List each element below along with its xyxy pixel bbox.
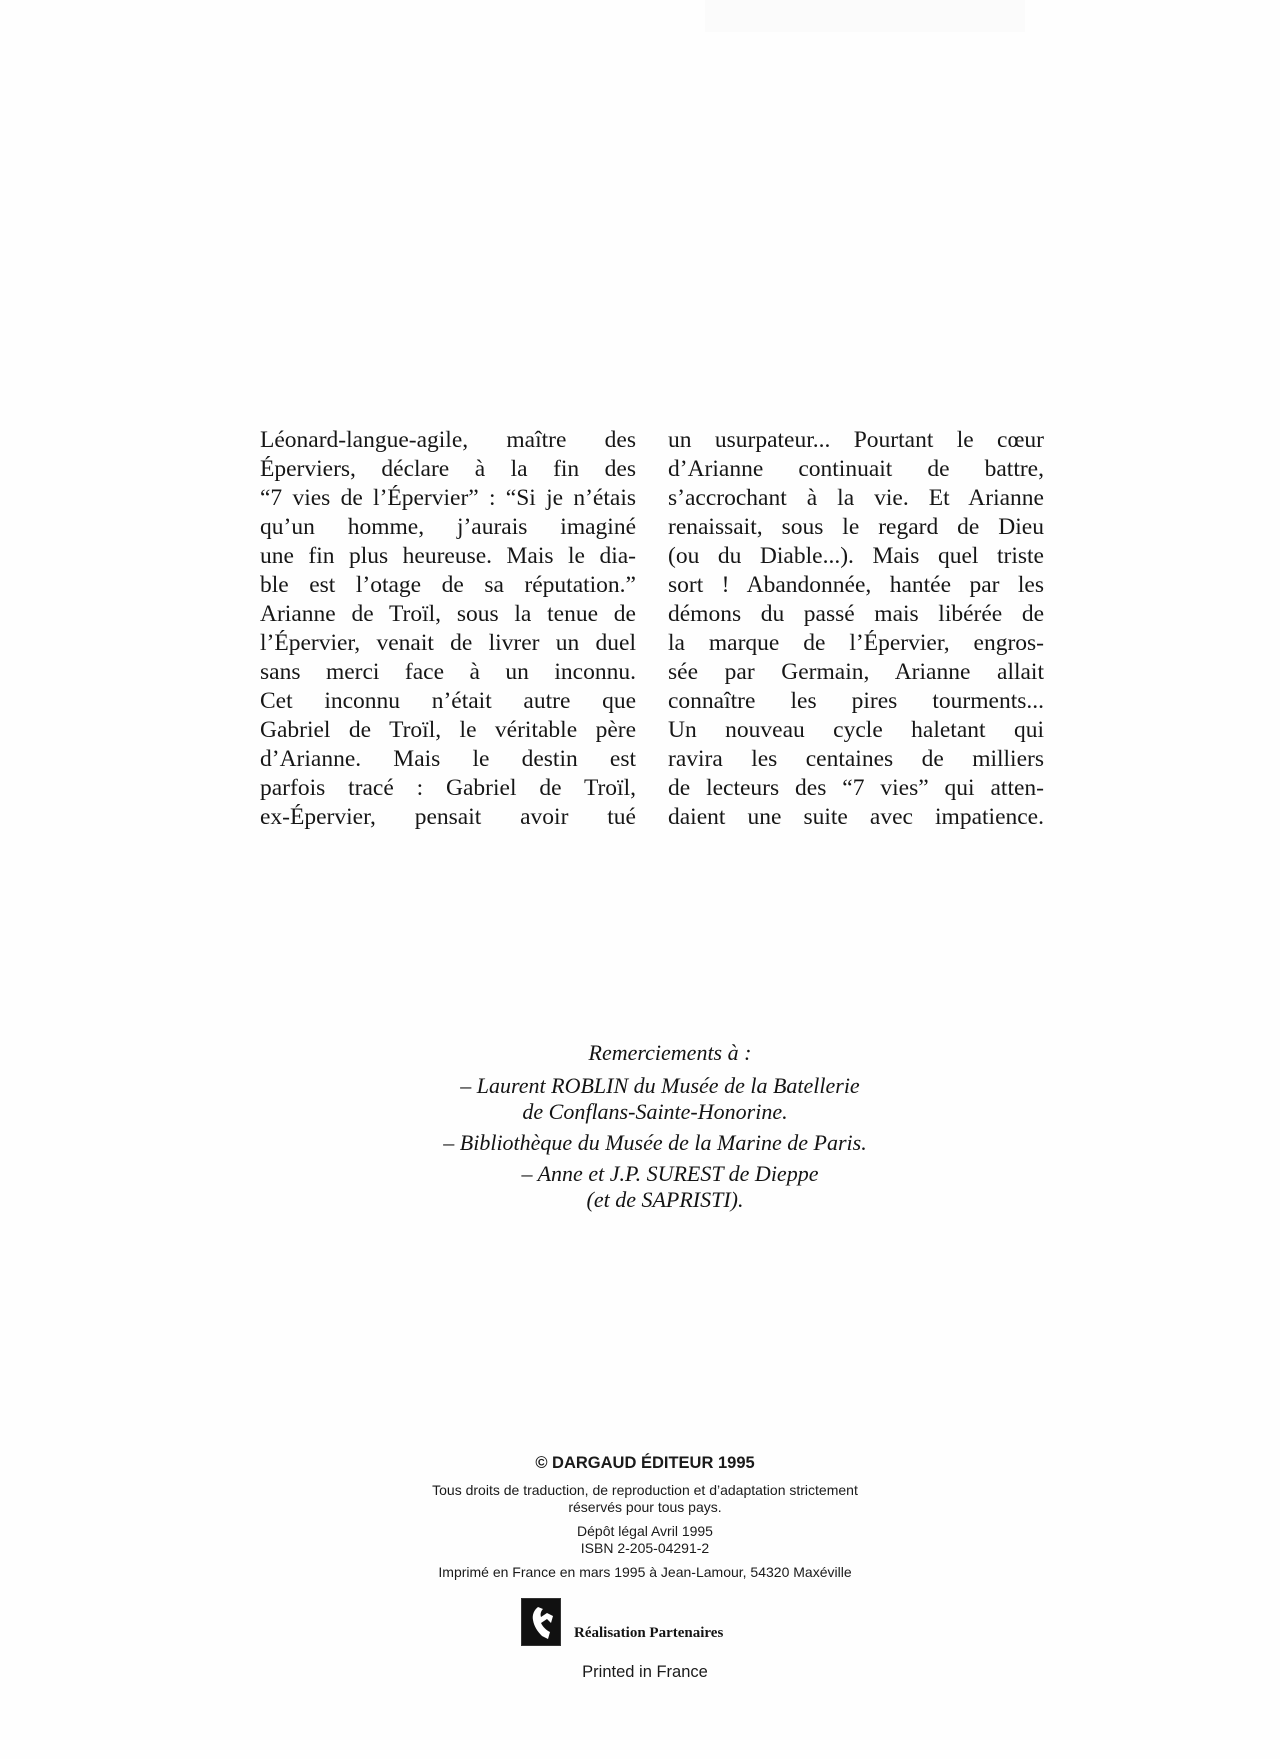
realisation-partenaires-logo-icon (521, 1598, 561, 1646)
rights-line: Tous droits de traduction, de reproduction et d’adaptation strictement (432, 1482, 858, 1498)
synopsis-line: Arianne de Troïl, sous la tenue de (260, 601, 636, 627)
synopsis-line: une fin plus heureuse. Mais le dia- (260, 543, 636, 569)
acknowledgements (0, 1038, 1280, 1213)
synopsis-line: (ou du Diable...). Mais quel triste (668, 543, 1044, 569)
synopsis-line: ravira les centaines de milliers (668, 746, 1044, 772)
synopsis-line: sée par Germain, Arianne allait (668, 659, 1044, 685)
synopsis-line: renaissait, sous le regard de Dieu (668, 514, 1044, 540)
synopsis (260, 426, 1044, 832)
isbn: ISBN 2-205-04291-2 (580, 1540, 710, 1556)
synopsis-line: qu’un homme, j’aurais imaginé (260, 514, 636, 540)
imprint (521, 1598, 761, 1648)
acknowledgement-line: – Bibliothèque du Musée de la Marine de Paris. (443, 1130, 867, 1155)
synopsis-line: d’Arianne. Mais le destin est (260, 746, 636, 772)
synopsis-line: ex-Épervier, pensait avoir tué (260, 804, 636, 830)
synopsis-line: Gabriel de Troïl, le véritable père (260, 717, 636, 743)
synopsis-right-column (668, 426, 1044, 832)
acknowledgement-line: – Anne et J.P. SUREST de Dieppe (521, 1161, 819, 1186)
synopsis-line: Léonard-langue-agile, maître des (260, 427, 636, 453)
acknowledgement-line: de Conflans-Sainte-Honorine. (522, 1099, 788, 1124)
synopsis-line: “7 vies de l’Épervier” : “Si je n’étais (260, 485, 636, 511)
synopsis-line: connaître les pires tourments... (668, 688, 1044, 714)
acknowledgement-entry (0, 1073, 1280, 1125)
synopsis-left-column (260, 426, 636, 832)
synopsis-line: d’Arianne continuait de battre, (668, 456, 1044, 482)
synopsis-line: daient une suite avec impatience. (668, 804, 1044, 830)
acknowledgement-line: (et de SAPRISTI). (586, 1187, 744, 1212)
synopsis-line: l’Épervier, venait de livrer un duel (260, 630, 636, 656)
synopsis-line: ble est l’otage de sa réputation.” (260, 572, 636, 598)
legal-notice (0, 1452, 1280, 1581)
synopsis-line: sort ! Abandonnée, hantée par les (668, 572, 1044, 598)
synopsis-line: la marque de l’Épervier, engros- (668, 630, 1044, 656)
synopsis-line: sans merci face à un inconnu. (260, 659, 636, 685)
imprint-label: Réalisation Partenaires (574, 1625, 724, 1641)
depot-legal: Dépôt légal Avril 1995 (577, 1523, 713, 1539)
acknowledgements-heading: Remerciements à : (588, 1040, 752, 1065)
synopsis-line: de lecteurs des “7 vies” qui atten- (668, 775, 1044, 801)
acknowledgement-line: – Laurent ROBLIN du Musée de la Batellerie (460, 1073, 860, 1098)
synopsis-line: un usurpateur... Pourtant le cœur (668, 427, 1044, 453)
rights-line: réservés pour tous pays. (568, 1499, 722, 1515)
synopsis-line: parfois tracé : Gabriel de Troïl, (260, 775, 636, 801)
printed-in: Printed in France (582, 1663, 708, 1681)
printer-line: Imprimé en France en mars 1995 à Jean-Lamour, 54320 Maxéville (438, 1564, 852, 1580)
copyright-line: © DARGAUD ÉDITEUR 1995 (535, 1454, 755, 1472)
synopsis-line: démons du passé mais libérée de (668, 601, 1044, 627)
synopsis-line: Un nouveau cycle haletant qui (668, 717, 1044, 743)
synopsis-line: s’accrochant à la vie. Et Arianne (668, 485, 1044, 511)
acknowledgement-entry (0, 1130, 1280, 1156)
synopsis-line: Cet inconnu n’était autre que (260, 688, 636, 714)
synopsis-line: Éperviers, déclare à la fin des (260, 456, 636, 482)
acknowledgement-entry (0, 1161, 1280, 1213)
scan-artifact (705, 0, 1025, 32)
